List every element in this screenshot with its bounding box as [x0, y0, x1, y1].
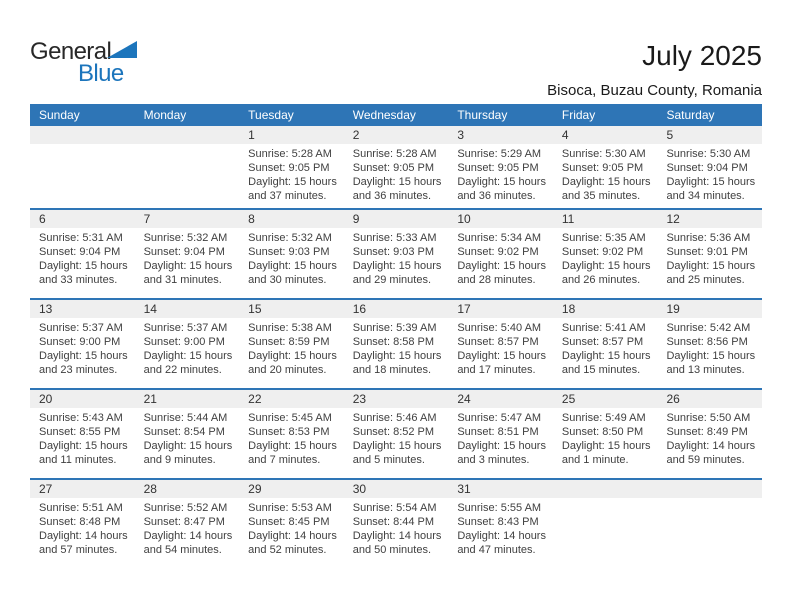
day-cell — [344, 210, 449, 298]
weekday-header-sunday: Sunday — [39, 108, 80, 122]
sunset-text: Sunset: 9:04 PM — [666, 162, 748, 174]
day-number: 11 — [553, 210, 658, 228]
day-number — [553, 480, 658, 498]
day-number: 5 — [657, 126, 762, 144]
sunrise-text: Sunrise: 5:37 AM — [143, 322, 228, 334]
day-number: 21 — [135, 390, 240, 408]
day-number: 6 — [30, 210, 135, 228]
sunrise-text: Sunrise: 5:51 AM — [39, 502, 123, 514]
daylight-text: Daylight: 15 hours and 15 minutes. — [561, 350, 651, 376]
day-number: 9 — [344, 210, 449, 228]
sunrise-text: Sunrise: 5:36 AM — [666, 232, 751, 244]
day-details — [448, 318, 553, 377]
daylight-text: Daylight: 15 hours and 17 minutes. — [457, 350, 546, 376]
logo-text-general: General — [30, 38, 112, 65]
sunset-text: Sunset: 8:59 PM — [248, 336, 330, 348]
day-cell — [448, 126, 553, 208]
sunrise-text: Sunrise: 5:32 AM — [248, 232, 332, 244]
day-number: 3 — [448, 126, 553, 144]
day-details — [344, 408, 449, 467]
day-details — [344, 144, 449, 203]
sunrise-text: Sunrise: 5:34 AM — [457, 232, 542, 244]
day-details — [448, 144, 553, 203]
day-cell — [448, 210, 553, 298]
sunset-text: Sunset: 8:45 PM — [248, 516, 330, 528]
page-subtitle: Bisoca, Buzau County, Romania — [547, 82, 762, 99]
sunset-text: Sunset: 8:43 PM — [457, 516, 539, 528]
sunset-text: Sunset: 8:44 PM — [352, 516, 435, 528]
day-number — [30, 126, 135, 144]
sunrise-text: Sunrise: 5:30 AM — [666, 148, 751, 160]
day-cell — [344, 480, 449, 568]
day-details — [657, 144, 762, 203]
day-number: 30 — [344, 480, 449, 498]
daylight-text: Daylight: 15 hours and 5 minutes. — [352, 440, 442, 466]
day-cell — [657, 300, 762, 388]
day-number: 27 — [30, 480, 135, 498]
daylight-text: Daylight: 15 hours and 9 minutes. — [143, 440, 233, 466]
week-row — [30, 208, 762, 298]
day-cell — [135, 210, 240, 298]
day-cell — [239, 210, 344, 298]
sunset-text: Sunset: 9:02 PM — [457, 246, 539, 258]
daylight-text: Daylight: 15 hours and 37 minutes. — [248, 176, 337, 202]
daylight-text: Daylight: 15 hours and 18 minutes. — [352, 350, 442, 376]
day-details — [448, 498, 553, 557]
daylight-text: Daylight: 15 hours and 36 minutes. — [352, 176, 442, 202]
day-number: 20 — [30, 390, 135, 408]
day-details — [657, 228, 762, 287]
daylight-text: Daylight: 15 hours and 23 minutes. — [39, 350, 128, 376]
day-cell — [344, 300, 449, 388]
day-cell — [30, 480, 135, 568]
day-number: 10 — [448, 210, 553, 228]
weekday-header-friday: Friday — [561, 108, 596, 122]
day-cell — [448, 480, 553, 568]
day-cell — [30, 390, 135, 478]
title-block — [547, 40, 762, 99]
sunrise-text: Sunrise: 5:33 AM — [352, 232, 437, 244]
sunset-text: Sunset: 9:04 PM — [39, 246, 121, 258]
week-row — [30, 298, 762, 388]
day-details — [344, 228, 449, 287]
day-cell — [135, 480, 240, 568]
day-number: 23 — [344, 390, 449, 408]
sunrise-text: Sunrise: 5:55 AM — [457, 502, 542, 514]
week-row — [30, 478, 762, 568]
sunrise-text: Sunrise: 5:35 AM — [561, 232, 646, 244]
sunset-text: Sunset: 8:47 PM — [143, 516, 225, 528]
weekday-header-tuesday: Tuesday — [248, 108, 294, 122]
daylight-text: Daylight: 15 hours and 13 minutes. — [666, 350, 756, 376]
day-cell — [239, 390, 344, 478]
daylight-text: Daylight: 15 hours and 28 minutes. — [457, 260, 546, 286]
sunset-text: Sunset: 9:01 PM — [666, 246, 748, 258]
day-details — [657, 318, 762, 377]
day-cell — [448, 390, 553, 478]
weekday-header-row — [30, 104, 762, 126]
sunset-text: Sunset: 9:05 PM — [457, 162, 539, 174]
daylight-text: Daylight: 15 hours and 20 minutes. — [248, 350, 337, 376]
day-number: 13 — [30, 300, 135, 318]
sunset-text: Sunset: 9:03 PM — [248, 246, 330, 258]
sunrise-text: Sunrise: 5:45 AM — [248, 412, 332, 424]
day-number: 18 — [553, 300, 658, 318]
weekday-header-thursday: Thursday — [457, 108, 508, 122]
day-number — [657, 480, 762, 498]
day-details — [239, 318, 344, 377]
sunset-text: Sunset: 8:57 PM — [561, 336, 644, 348]
day-number: 19 — [657, 300, 762, 318]
logo-triangle-icon — [107, 41, 137, 58]
sunset-text: Sunset: 8:58 PM — [352, 336, 435, 348]
daylight-text: Daylight: 15 hours and 34 minutes. — [666, 176, 756, 202]
day-cell — [344, 126, 449, 208]
sunrise-text: Sunrise: 5:50 AM — [666, 412, 751, 424]
sunrise-text: Sunrise: 5:44 AM — [143, 412, 228, 424]
day-cell — [239, 300, 344, 388]
sunrise-text: Sunrise: 5:32 AM — [143, 232, 228, 244]
daylight-text: Daylight: 15 hours and 30 minutes. — [248, 260, 337, 286]
day-number: 16 — [344, 300, 449, 318]
day-details — [239, 408, 344, 467]
sunset-text: Sunset: 9:04 PM — [143, 246, 225, 258]
general-blue-logo — [30, 38, 160, 90]
day-number: 8 — [239, 210, 344, 228]
day-cell — [553, 300, 658, 388]
day-number: 4 — [553, 126, 658, 144]
daylight-text: Daylight: 15 hours and 1 minute. — [561, 440, 651, 466]
day-cell — [657, 210, 762, 298]
sunrise-text: Sunrise: 5:39 AM — [352, 322, 437, 334]
day-number: 24 — [448, 390, 553, 408]
day-details — [135, 318, 240, 377]
day-details — [553, 144, 658, 203]
sunset-text: Sunset: 9:05 PM — [248, 162, 330, 174]
sunrise-text: Sunrise: 5:40 AM — [457, 322, 542, 334]
day-details — [657, 408, 762, 467]
empty-cell — [30, 126, 135, 208]
day-details — [553, 318, 658, 377]
day-details — [553, 408, 658, 467]
calendar-weeks — [30, 126, 762, 568]
sunset-text: Sunset: 8:48 PM — [39, 516, 121, 528]
daylight-text: Daylight: 15 hours and 29 minutes. — [352, 260, 442, 286]
daylight-text: Daylight: 15 hours and 7 minutes. — [248, 440, 337, 466]
sunrise-text: Sunrise: 5:42 AM — [666, 322, 751, 334]
day-number — [135, 126, 240, 144]
day-number: 25 — [553, 390, 658, 408]
sunrise-text: Sunrise: 5:31 AM — [39, 232, 123, 244]
sunset-text: Sunset: 9:05 PM — [561, 162, 644, 174]
day-number: 7 — [135, 210, 240, 228]
day-cell — [239, 126, 344, 208]
weekday-header-wednesday: Wednesday — [352, 108, 416, 122]
empty-cell — [135, 126, 240, 208]
day-details — [344, 498, 449, 557]
daylight-text: Daylight: 14 hours and 50 minutes. — [352, 530, 442, 556]
day-number: 14 — [135, 300, 240, 318]
calendar-table — [30, 104, 762, 568]
day-details — [135, 498, 240, 557]
day-details — [239, 498, 344, 557]
sunrise-text: Sunrise: 5:28 AM — [248, 148, 332, 160]
sunset-text: Sunset: 8:50 PM — [561, 426, 644, 438]
sunset-text: Sunset: 9:02 PM — [561, 246, 644, 258]
daylight-text: Daylight: 14 hours and 57 minutes. — [39, 530, 128, 556]
daylight-text: Daylight: 15 hours and 3 minutes. — [457, 440, 546, 466]
day-number: 1 — [239, 126, 344, 144]
daylight-text: Daylight: 15 hours and 22 minutes. — [143, 350, 233, 376]
day-cell — [344, 390, 449, 478]
sunrise-text: Sunrise: 5:28 AM — [352, 148, 437, 160]
day-number: 31 — [448, 480, 553, 498]
sunrise-text: Sunrise: 5:54 AM — [352, 502, 437, 514]
day-details — [448, 228, 553, 287]
daylight-text: Daylight: 15 hours and 33 minutes. — [39, 260, 128, 286]
sunrise-text: Sunrise: 5:46 AM — [352, 412, 437, 424]
sunrise-text: Sunrise: 5:38 AM — [248, 322, 332, 334]
daylight-text: Daylight: 14 hours and 59 minutes. — [666, 440, 756, 466]
daylight-text: Daylight: 14 hours and 47 minutes. — [457, 530, 546, 556]
day-cell — [448, 300, 553, 388]
sunrise-text: Sunrise: 5:30 AM — [561, 148, 646, 160]
day-number: 28 — [135, 480, 240, 498]
weekday-header-monday: Monday — [143, 108, 187, 122]
day-cell — [657, 126, 762, 208]
sunset-text: Sunset: 8:53 PM — [248, 426, 330, 438]
page-title: July 2025 — [642, 40, 762, 71]
sunrise-text: Sunrise: 5:43 AM — [39, 412, 123, 424]
sunset-text: Sunset: 8:54 PM — [143, 426, 225, 438]
day-cell — [657, 390, 762, 478]
daylight-text: Daylight: 15 hours and 11 minutes. — [39, 440, 128, 466]
week-row — [30, 126, 762, 208]
week-row — [30, 388, 762, 478]
day-cell — [553, 390, 658, 478]
sunset-text: Sunset: 8:51 PM — [457, 426, 539, 438]
day-number: 17 — [448, 300, 553, 318]
sunset-text: Sunset: 9:03 PM — [352, 246, 435, 258]
sunset-text: Sunset: 8:56 PM — [666, 336, 748, 348]
day-details — [344, 318, 449, 377]
sunrise-text: Sunrise: 5:53 AM — [248, 502, 332, 514]
sunset-text: Sunset: 8:57 PM — [457, 336, 539, 348]
day-details — [135, 228, 240, 287]
sunset-text: Sunset: 9:00 PM — [143, 336, 225, 348]
sunrise-text: Sunrise: 5:47 AM — [457, 412, 542, 424]
day-details — [30, 498, 135, 557]
day-cell — [30, 210, 135, 298]
sunset-text: Sunset: 8:52 PM — [352, 426, 435, 438]
day-cell — [30, 300, 135, 388]
day-details — [553, 228, 658, 287]
sunset-text: Sunset: 9:05 PM — [352, 162, 435, 174]
sunset-text: Sunset: 8:55 PM — [39, 426, 121, 438]
sunrise-text: Sunrise: 5:29 AM — [457, 148, 542, 160]
day-number: 26 — [657, 390, 762, 408]
weekday-header-saturday: Saturday — [666, 108, 715, 122]
day-details — [30, 228, 135, 287]
logo-text-blue: Blue — [78, 60, 124, 87]
day-details — [30, 408, 135, 467]
day-number: 2 — [344, 126, 449, 144]
day-cell — [553, 210, 658, 298]
daylight-text: Daylight: 14 hours and 54 minutes. — [143, 530, 233, 556]
day-cell — [239, 480, 344, 568]
sunrise-text: Sunrise: 5:49 AM — [561, 412, 646, 424]
daylight-text: Daylight: 15 hours and 35 minutes. — [561, 176, 651, 202]
day-number: 12 — [657, 210, 762, 228]
day-number: 22 — [239, 390, 344, 408]
empty-cell — [657, 480, 762, 568]
daylight-text: Daylight: 15 hours and 25 minutes. — [666, 260, 756, 286]
daylight-text: Daylight: 15 hours and 31 minutes. — [143, 260, 233, 286]
daylight-text: Daylight: 14 hours and 52 minutes. — [248, 530, 337, 556]
day-cell — [135, 390, 240, 478]
day-cell — [135, 300, 240, 388]
sunrise-text: Sunrise: 5:37 AM — [39, 322, 123, 334]
day-details — [135, 408, 240, 467]
empty-cell — [553, 480, 658, 568]
sunrise-text: Sunrise: 5:52 AM — [143, 502, 228, 514]
day-details — [239, 144, 344, 203]
daylight-text: Daylight: 15 hours and 36 minutes. — [457, 176, 546, 202]
day-details — [448, 408, 553, 467]
daylight-text: Daylight: 15 hours and 26 minutes. — [561, 260, 651, 286]
day-number: 15 — [239, 300, 344, 318]
sunset-text: Sunset: 8:49 PM — [666, 426, 748, 438]
day-cell — [553, 126, 658, 208]
sunrise-text: Sunrise: 5:41 AM — [561, 322, 646, 334]
day-details — [239, 228, 344, 287]
day-details — [30, 318, 135, 377]
day-number: 29 — [239, 480, 344, 498]
sunset-text: Sunset: 9:00 PM — [39, 336, 121, 348]
